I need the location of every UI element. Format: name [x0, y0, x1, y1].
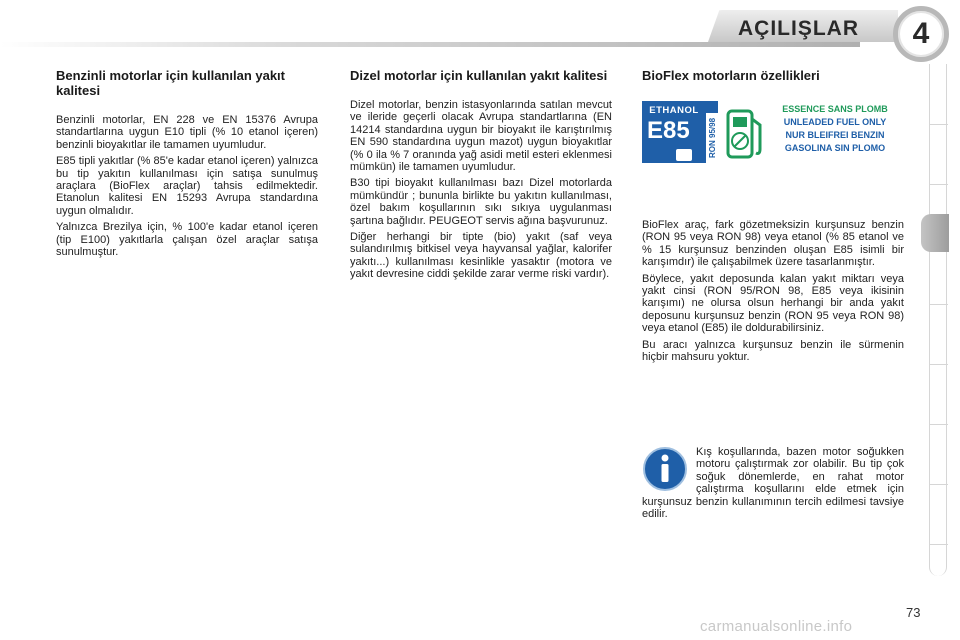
- chapter-index-rail: [929, 64, 947, 576]
- bioflex-paragraph: Böylece, yakıt deposunda kalan yakıt miktarı veya yakıt cinsi (RON 95/RON 98, E85 veya ikisinin karışımı) ne olursa olsun herhangi bir anda yakıt deposunu kurşunsuz benzin (RON 95 veya RON 98) veya etanol (E85) ile doldurabilirsiniz.: [642, 272, 904, 335]
- unleaded-line: ESSENCE SANS PLOMB: [782, 104, 888, 114]
- e85-label: E85: [647, 117, 690, 144]
- page-number: 73: [906, 605, 921, 620]
- unleaded-line: UNLEADED FUEL ONLY: [783, 117, 887, 127]
- petrol-heading: Benzinli motorlar için kullanılan yakıt kalitesi: [56, 68, 285, 98]
- info-icon: [642, 446, 688, 492]
- unleaded-line: GASOLINA SIN PLOMO: [784, 143, 886, 153]
- unleaded-notice: [766, 103, 904, 155]
- bioflex-heading: BioFlex motorların özellikleri: [642, 68, 820, 83]
- ethanol-badge: [642, 101, 718, 163]
- diesel-paragraph: B30 tipi bioyakıt kullanılması bazı Dizel motorlarda mümkündür ; bununla birlikte bu yakıtın kullanılması, özel bakım koşullarının sıkı sıkıya uygulanması şartına bağlıdır. PEUGEOT servis ağına başvurunuz.: [350, 177, 612, 227]
- diesel-paragraph: Dizel motorlar, benzin istasyonlarında satılan mevcut ve ileride geçerli olacak Avrupa standartlarına (EN 14214 standardına uygun bir bioyakıt ile karıştırılmış EN 590 standardına uygun mazot) uygun bioyakıtlar (% 0 ila % 7 oranında yağ asidi metil esteri eklenmesi mümkün) ile tamamen uyumludur.: [350, 99, 612, 174]
- unleaded-line: NUR BLEIFREI BENZIN: [785, 130, 885, 140]
- fuel-pump-icon: [724, 105, 768, 163]
- ron-label: RON 95/98: [706, 113, 720, 163]
- diesel-paragraph: Diğer herhangi bir tipte (bio) yakıt (saf veya sulandırılmış bitkisel veya hayvansal yağlar, kalorifer yakıtı...) kullanılması kesinlikle yasaktır (motora ve yakıt devresine ciddi şekilde zarar verme riski vardır).: [350, 231, 612, 281]
- index-notch: [930, 544, 948, 545]
- ethanol-label: ETHANOL: [649, 105, 699, 116]
- index-notch: [930, 484, 948, 485]
- info-note: [642, 446, 904, 524]
- chapter-badge: [893, 6, 949, 62]
- petrol-fuel-section: [56, 68, 318, 262]
- fuel-book-icon: [676, 149, 692, 161]
- petrol-paragraph: E85 tipli yakıtlar (% 85'e kadar etanol içeren) yalnızca bu tip yakıtın kullanılması için satışa sunulmuş araçlara (BioFlex araçlar) tahsis edilmektedir. Etanolun kalitesi EN 15293 Avrupa standardına uygun olmalıdır.: [56, 155, 318, 217]
- petrol-paragraph: Yalnızca Brezilya için, % 100'e kadar etanol içeren (tip E100) yakıtlarla çalışan özel araçlar satışa sunulmuştur.: [56, 221, 318, 259]
- petrol-paragraph: Benzinli motorlar, EN 228 ve EN 15376 Avrupa standartlarına uygun E10 tipli (% 10 etanol içeren) benzinli bioyakıtlar ile tamamen uyumludur.: [56, 114, 318, 151]
- index-notch: [930, 124, 948, 125]
- diesel-fuel-section: [350, 68, 612, 285]
- index-notch: [930, 184, 948, 185]
- bioflex-section: [642, 68, 904, 367]
- diesel-heading: Dizel motorlar için kullanılan yakıt kalitesi: [350, 68, 608, 83]
- index-notch: [930, 304, 948, 305]
- bioflex-paragraph: Bu aracı yalnızca kurşunsuz benzin ile sürmenin hiçbir mahsuru yoktur.: [642, 338, 904, 364]
- fuel-cap-label: [642, 101, 904, 179]
- info-text: Kış koşullarında, bazen motor soğukken motoru çalıştırmak zor olabilir. Bu tip çok soğuk dönemlerde, en rahat motor çalıştırma koşullarını elde etmek için kurşunsuz benzin kullanımının tercih edilmesi tavsiye edilir.: [642, 446, 904, 521]
- index-notch: [930, 364, 948, 365]
- chapter-title: AÇILIŞLAR: [738, 17, 859, 40]
- page-header: [0, 0, 960, 58]
- watermark: carmanualsonline.info: [700, 618, 853, 635]
- header-rule: [0, 42, 860, 47]
- bioflex-paragraph: BioFlex araç, fark gözetmeksizin kurşunsuz benzin (RON 95 veya RON 98) veya etanol (% 85 etanol ve % 15 kurşunsuz benzinden oluşan E85 isimli bir karışımdır) ile çalışabilmek üzere tasarlanmıştır.: [642, 219, 904, 269]
- chapter-index-tab-active[interactable]: [921, 214, 949, 252]
- chapter-number: 4: [912, 17, 930, 50]
- index-notch: [930, 424, 948, 425]
